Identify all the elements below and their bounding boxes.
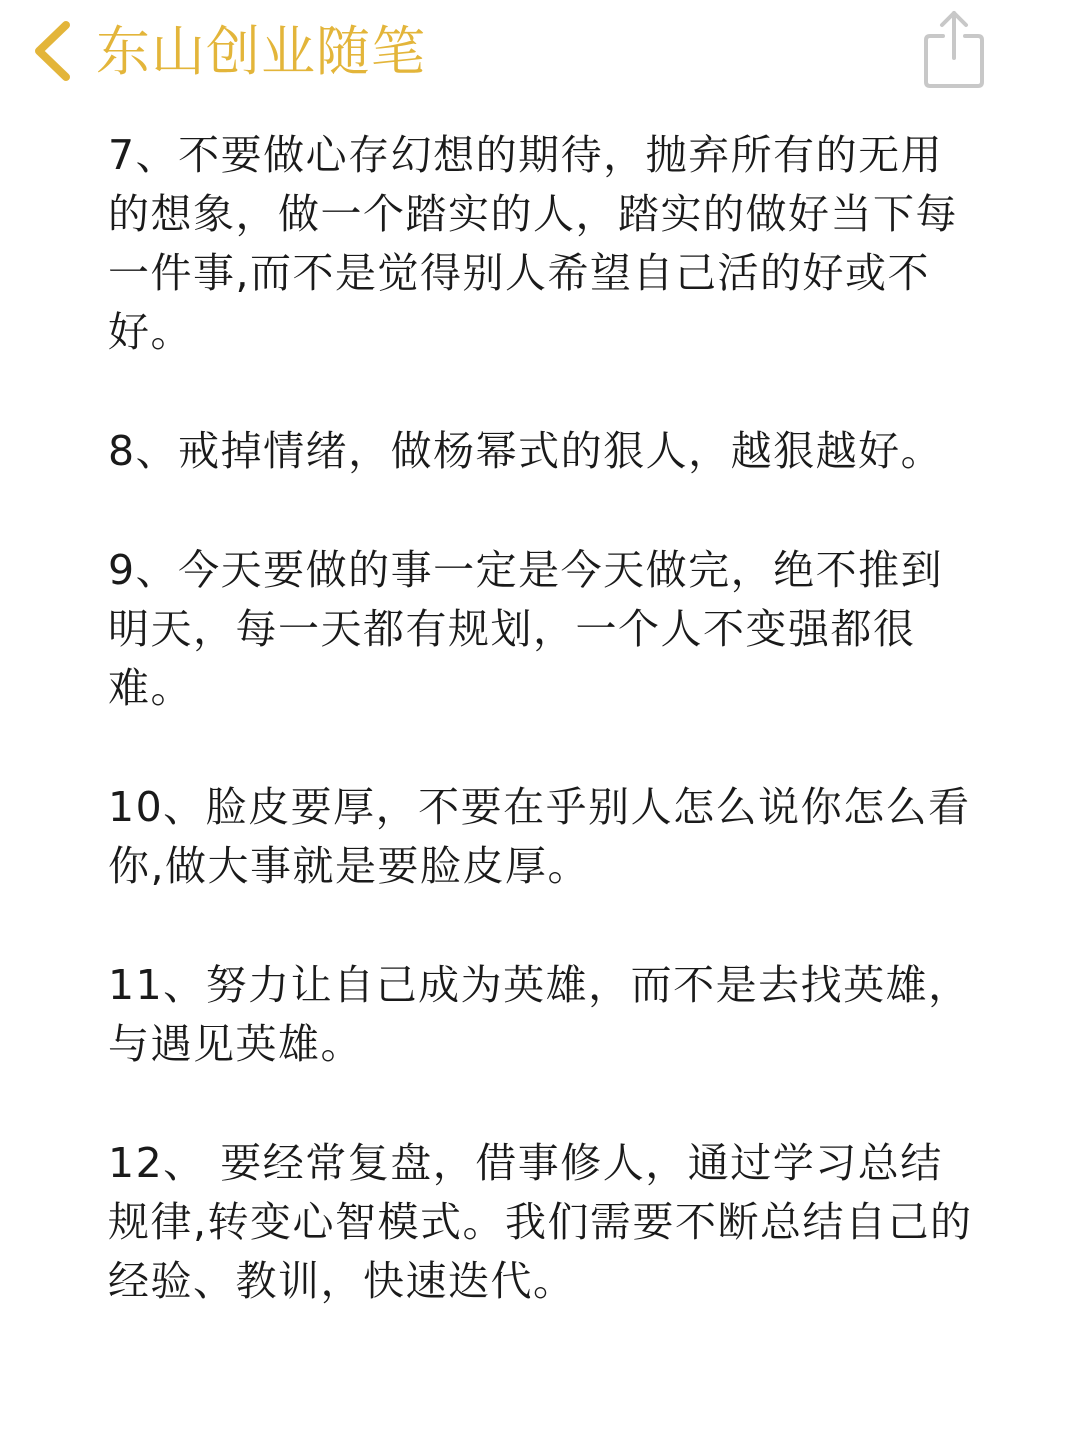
note-body[interactable] xyxy=(108,126,978,1371)
note-paragraph: 9、今天要做的事一定是今天做完，绝不推到明天，每一天都有规划，一个人不变强都很难。 xyxy=(108,546,944,712)
note-folder-title: 东山创业随笔 xyxy=(96,20,426,83)
note-paragraph: 8、戒掉情绪，做杨幂式的狠人，越狠越好。 xyxy=(108,427,944,475)
share-button[interactable] xyxy=(916,6,992,92)
share-icon xyxy=(921,8,987,90)
navigation-bar xyxy=(0,0,1080,110)
note-paragraph: 7、不要做心存幻想的期待，抛弃所有的无用的想象，做一个踏实的人，踏实的做好当下每一件事,而不是觉得别人希望自己活的好或不好。 xyxy=(108,131,958,356)
note-paragraph: 12、 要经常复盘，借事修人，通过学习总结规律,转变心智模式。我们需要不断总结自己的经验、教训，快速迭代。 xyxy=(108,1139,973,1305)
note-paragraph: 10、脸皮要厚，不要在乎别人怎么说你怎么看你,做大事就是要脸皮厚。 xyxy=(108,783,971,890)
back-button[interactable] xyxy=(24,16,80,86)
chevron-left-icon xyxy=(30,20,74,82)
note-paragraph: 11、努力让自己成为英雄，而不是去找英雄，与遇见英雄。 xyxy=(108,961,971,1068)
